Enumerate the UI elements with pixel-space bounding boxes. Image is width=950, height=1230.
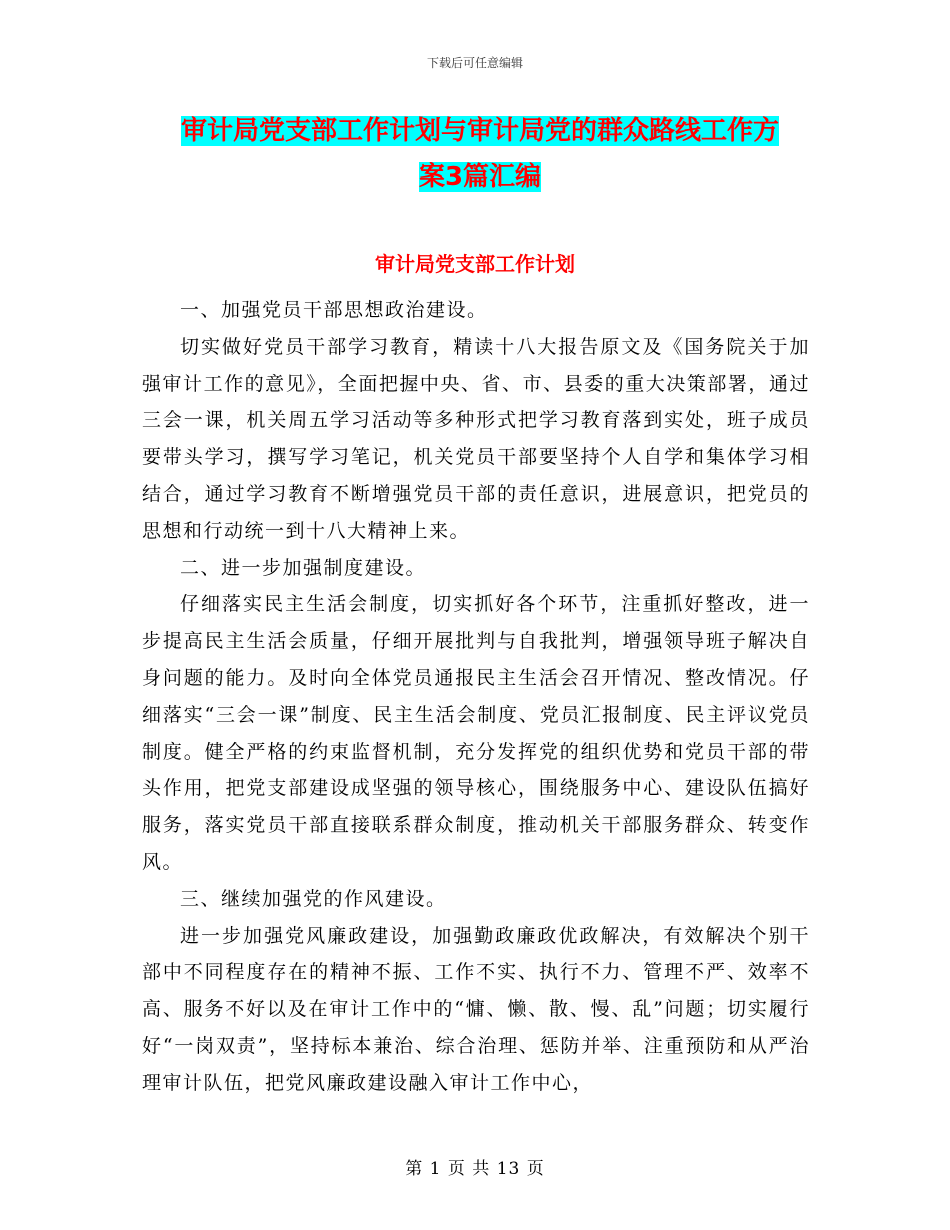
paragraph-heading-1: 一、加强党员干部思想政治建设。 — [180, 299, 488, 321]
paragraph: 进一步加强党风廉政建设，加强勤政廉政优政解决，有效解决个别干部中不同程度存在的精神不振、工作不实、执行不力、管理不严、效率不高、服务不好以及在审计工作中的“慵、懒、散、慢、乱”问题；切实履行好“一岗双责”，坚持标本兼治、综合治理、惩防并举、注重预防和从严治理审计队伍，把党风廉政建设融入审计工作中心， — [142, 924, 810, 1094]
header-note: 下载后可任意编辑 — [426, 56, 523, 70]
page-footer: 第 1 页 共 13 页 — [405, 1159, 545, 1179]
document-title-line-2: 案3篇汇编 — [418, 162, 542, 192]
paragraph: 仔细落实民主生活会制度，切实抓好各个环节，注重抓好整改，进一步提高民主生活会质量，仔细开展批判与自我批判，增强领导班子解决自身问题的能力。及时向全体党员通报民主生活会召开情况、整改情况。仔细落实“三会一课”制度、民主生活会制度、党员汇报制度、民主评议党员制度。健全严格的约束监督机制，充分发挥党的组织优势和党员干部的带头作用，把党支部建设成坚强的领导核心，围绕服务中心、建设队伍搞好服务，落实党员干部直接联系群众制度，推动机关干部服务群众、转变作风。 — [142, 593, 810, 873]
document-title — [140, 108, 820, 200]
section-title: 审计局党支部工作计划 — [375, 252, 575, 276]
body-text — [142, 292, 810, 1102]
paragraph-heading-2: 二、进一步加强制度建设。 — [180, 556, 427, 579]
document-title-line-1: 审计局党支部工作计划与审计局党的群众路线工作方 — [180, 116, 779, 146]
paragraph-heading-3: 三、继续加强党的作风建设。 — [180, 887, 447, 910]
paragraph: 切实做好党员干部学习教育，精读十八大报告原文及《国务院关于加强审计工作的意见》，全面把握中央、省、市、县委的重大决策部署，通过三会一课，机关周五学习活动等多种形式把学习教育落到实处，班子成员要带头学习，撰写学习笔记，机关党员干部要坚持个人自学和集体学习相结合，通过学习教育不断增强党员干部的责任意识，进展意识，把党员的思想和行动统一到十八大精神上来。 — [142, 335, 810, 542]
